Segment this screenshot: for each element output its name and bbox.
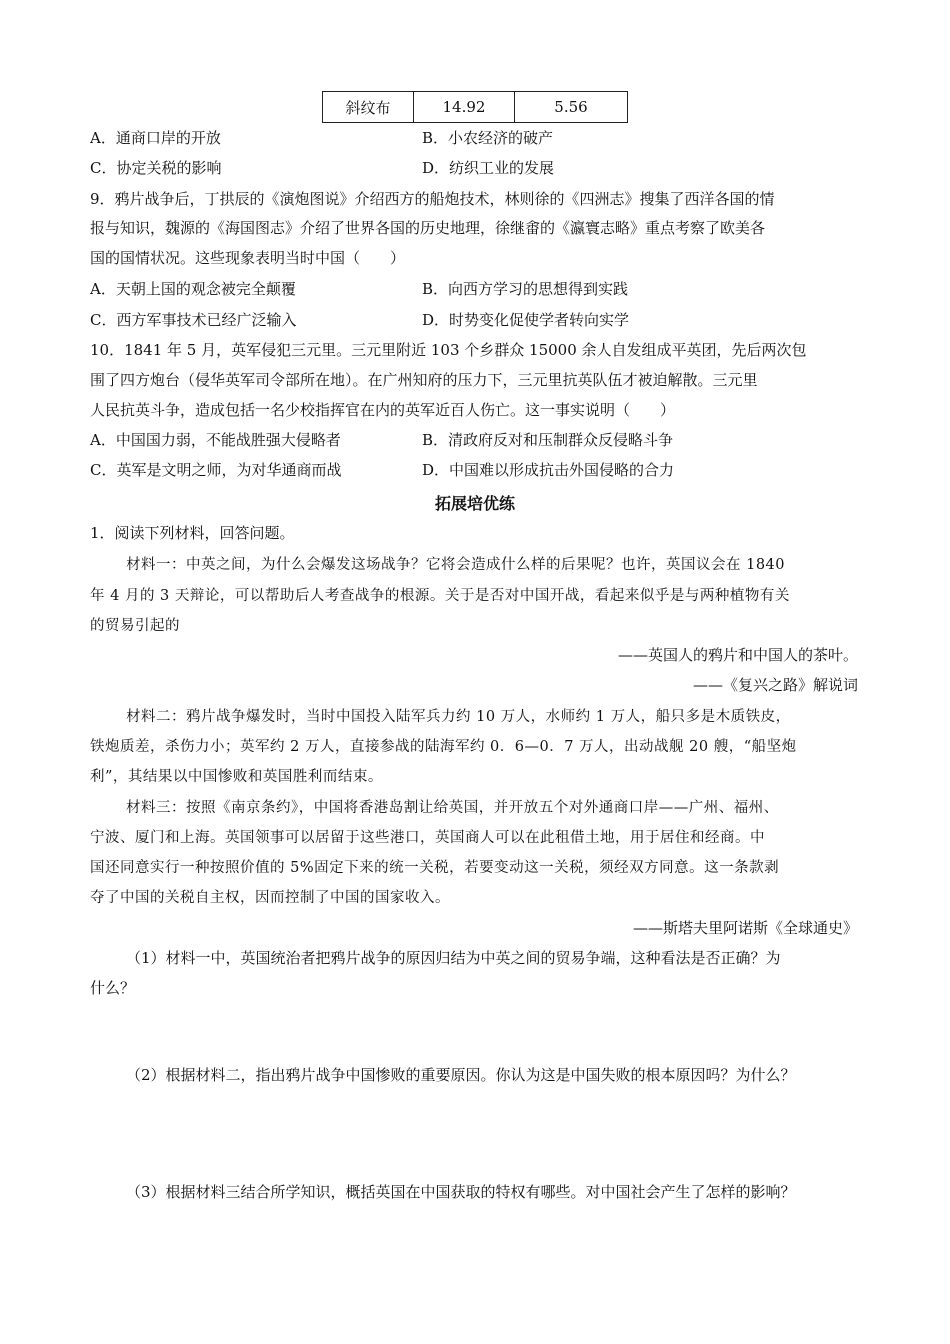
table-cell: 斜纹布 xyxy=(323,92,414,123)
material-two-line: 利”，其结果以中国惨败和英国胜利而结束。 xyxy=(90,769,383,785)
q10-stem-line: 10．1841 年 5 月，英军侵犯三元里。三元里附近 103 个乡群众 15000 余人自发组成平英团，先后两次包 xyxy=(90,341,807,359)
q8-option-d: D．纺织工业的发展 xyxy=(422,159,555,177)
material-one-line: 材料一：中英之间，为什么会爆发这场战争？它将会造成什么样的后果呢？也许，英国议会在 1840 xyxy=(126,557,786,573)
material-two-line: 铁炮质差，杀伤力小；英军约 2 万人，直接参战的陆海军约 0．6—0．7 万人，出动战舰 20 艘，“船坚炮 xyxy=(90,739,797,755)
q9-stem-line: 9．鸦片战争后，丁拱辰的《演炮图说》介绍西方的船炮技术，林则徐的《四洲志》搜集了西洋各国的情 xyxy=(90,190,775,208)
q9-option-c: C．西方军事技术已经广泛输入 xyxy=(90,311,297,329)
q9-stem-line: 报与知识，魏源的《海国图志》介绍了世界各国的历史地理，徐继畬的《瀛寰志略》重点考察了欧美各 xyxy=(90,219,766,237)
q10-option-c: C．英军是文明之师，为对华通商而战 xyxy=(90,461,342,479)
q8-option-b: B．小农经济的破产 xyxy=(422,129,554,147)
q8-option-c: C．协定关税的影响 xyxy=(90,159,222,177)
material-one-source: ——《复兴之路》解说词 xyxy=(692,676,858,694)
q10-stem-line: 围了四方炮台（侵华英军司令部所在地）。在广州知府的压力下，三元里抗英队伍才被迫解散。三元里 xyxy=(90,371,758,389)
q9-stem-line: 国的国情状况。这些现象表明当时中国（ ） xyxy=(90,249,406,267)
table-row xyxy=(323,92,628,123)
q9-option-a: A．天朝上国的观念被完全颠覆 xyxy=(90,280,296,298)
material-three-line: 宁波、厦门和上海。英国领事可以居留于这些港口，英国商人可以在此租借土地，用于居住和经商。中 xyxy=(90,830,765,846)
section-title: 拓展培优练 xyxy=(434,494,515,513)
material-one-line: 的贸易引起的 xyxy=(90,618,180,634)
material-three-line: 夺了中国的关税自主权，因而控制了中国的国家收入。 xyxy=(90,890,450,906)
material-three-line: 材料三：按照《南京条约》，中国将香港岛割让给英国，并开放五个对外通商口岸——广州、福州、 xyxy=(126,800,779,816)
q8-option-a: A．通商口岸的开放 xyxy=(90,129,221,147)
q9-option-d: D．时势变化促使学者转向实学 xyxy=(422,311,630,329)
sub-question-1-line: 什么？ xyxy=(90,979,136,997)
material-one-source: ——英国人的鸦片和中国人的茶叶。 xyxy=(617,646,858,664)
sub-question-3: （3）根据材料三结合所学知识，概括英国在中国获取的特权有哪些。对中国社会产生了怎样的影响？ xyxy=(126,1183,796,1201)
material-one-line: 年 4 月的 3 天辩论，可以帮助后人考查战争的根源。关于是否对中国开战，看起来似乎是与两种植物有关 xyxy=(90,588,790,604)
price-table xyxy=(322,91,628,123)
q10-option-a: A．中国国力弱，不能战胜强大侵略者 xyxy=(90,431,341,449)
table-cell: 5.56 xyxy=(515,92,628,123)
q10-option-d: D．中国难以形成抗击外国侵略的合力 xyxy=(422,461,675,479)
exercise-intro: 1．阅读下列材料，回答问题。 xyxy=(90,524,295,542)
sub-question-1-line: （1）材料一中，英国统治者把鸦片战争的原因归结为中英之间的贸易争端，这种看法是否正确？为 xyxy=(126,949,781,967)
material-three-line: 国还同意实行一种按照价值的 5%固定下来的统一关税，若要变动这一关税，须经双方同意。这一条款剥 xyxy=(90,860,780,876)
material-three-source: ——斯塔夫里阿诺斯《全球通史》 xyxy=(632,919,858,937)
q10-option-b: B．清政府反对和压制群众反侵略斗争 xyxy=(422,431,674,449)
q9-option-b: B．向西方学习的思想得到实践 xyxy=(422,280,629,298)
sub-question-2: （2）根据材料二，指出鸦片战争中国惨败的重要原因。你认为这是中国失败的根本原因吗？为什么？ xyxy=(126,1066,796,1084)
material-two-line: 材料二：鸦片战争爆发时，当时中国投入陆军兵力约 10 万人，水师约 1 万人，船只多是木质铁皮， xyxy=(126,709,791,725)
table-cell: 14.92 xyxy=(414,92,515,123)
q10-stem-line: 人民抗英斗争，造成包括一名少校指挥官在内的英军近百人伤亡。这一事实说明（ ） xyxy=(90,401,676,419)
